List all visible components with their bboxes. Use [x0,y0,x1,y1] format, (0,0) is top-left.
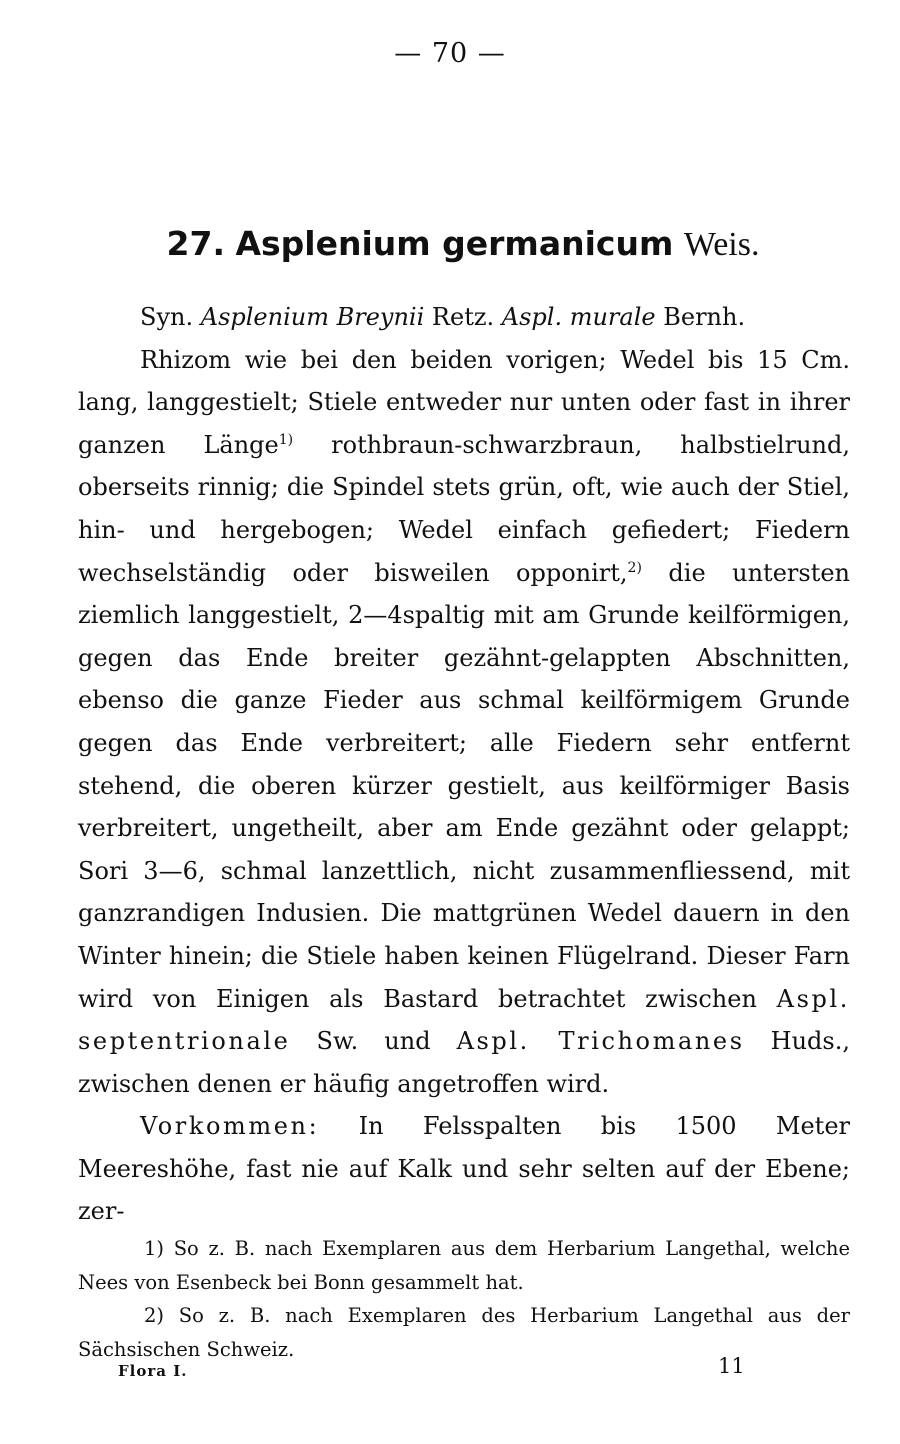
body-text [78,296,850,1233]
synonyms-label: Syn. [140,303,194,331]
synonym-1: Asplenium Breynii [200,303,425,331]
description-text-1: Rhizom wie bei den beiden vorigen; Wedel bis 15 Cm. lang, langgestielt; Stiele entweder nur unten oder fast in ihrer ganzen Länge [78,345,850,459]
description-text-3: die untersten ziemlich langgestielt, 2—4spaltig mit am Grunde keilförmigen, gegen das Ende breiter gezähnt-gelappten Abschnitten, ebenso die ganze Fieder aus schmal keilförmigem Grunde gegen das Ende verbreitert; alle Fiedern sehr entfernt stehend, die oberen kürzer gestielt, aus keilförmiger Basis verbreitert, ungetheilt, aber am Ende gezähnt oder gelappt; Sori 3—6, schmal lanzettlich, nicht zusammenfliessend, mit ganzrandigen Indusien. Die mattgrünen Wedel dauern in den Winter hinein; die Stiele haben keinen Flügelrand. Dieser Farn wird von Einigen als Bastard betrachtet zwischen [78,558,850,1013]
page-number: — 70 — [394,38,506,69]
signature-mark: Flora I. [118,1362,188,1380]
footnote-ref-1[interactable]: 1) [278,431,294,448]
footnote-2: 2) So z. B. nach Exemplaren des Herbarium Langethal aus der Sächsischen Schweiz. [78,1304,850,1361]
description-text-2: rothbraun-schwarzbraun, halbstielrund, oberseits rinnig; die Spindel stets grün, oft, wie auch der Stiel, hin- und hergebogen; Wedel einfach gefiedert; Fiedern wechselständig oder bisweilen opponirt, [78,430,850,587]
synonyms-paragraph [78,296,850,339]
occurrence-text: In Felsspalten bis 1500 Meter Meereshöhe, fast nie auf Kalk und sehr selten auf der Ebene; zer- [78,1112,850,1226]
species-number: 27. [166,224,225,263]
description-text-5: Huds., zwischen denen er häufig angetroffen wird. [78,1027,850,1098]
occurrence-paragraph [78,1105,850,1233]
synonym-2-author: Bernh. [663,303,746,331]
species-author: Weis. [683,226,760,263]
footnotes [78,1232,850,1366]
synonym-1-author: Retz. [431,303,495,331]
sheet-number: 11 [718,1354,745,1378]
spaced-name-2: Aspl. Trichomanes [456,1027,745,1056]
description-text-4: Sw. und [290,1027,457,1056]
footnote-1: 1) So z. B. nach Exemplaren aus dem Herbarium Langethal, welche Nees von Esenbeck bei Bonn gesammelt hat. [78,1237,850,1294]
occurrence-label: Vorkommen: [140,1112,320,1141]
description-paragraph [78,339,850,1106]
species-heading [78,222,848,267]
species-name: Asplenium germanicum [235,224,674,263]
footnote-ref-2[interactable]: 2) [627,559,642,576]
spaced-name-1: Aspl. septentrionale [78,984,850,1056]
synonym-2: Aspl. murale [501,303,656,331]
